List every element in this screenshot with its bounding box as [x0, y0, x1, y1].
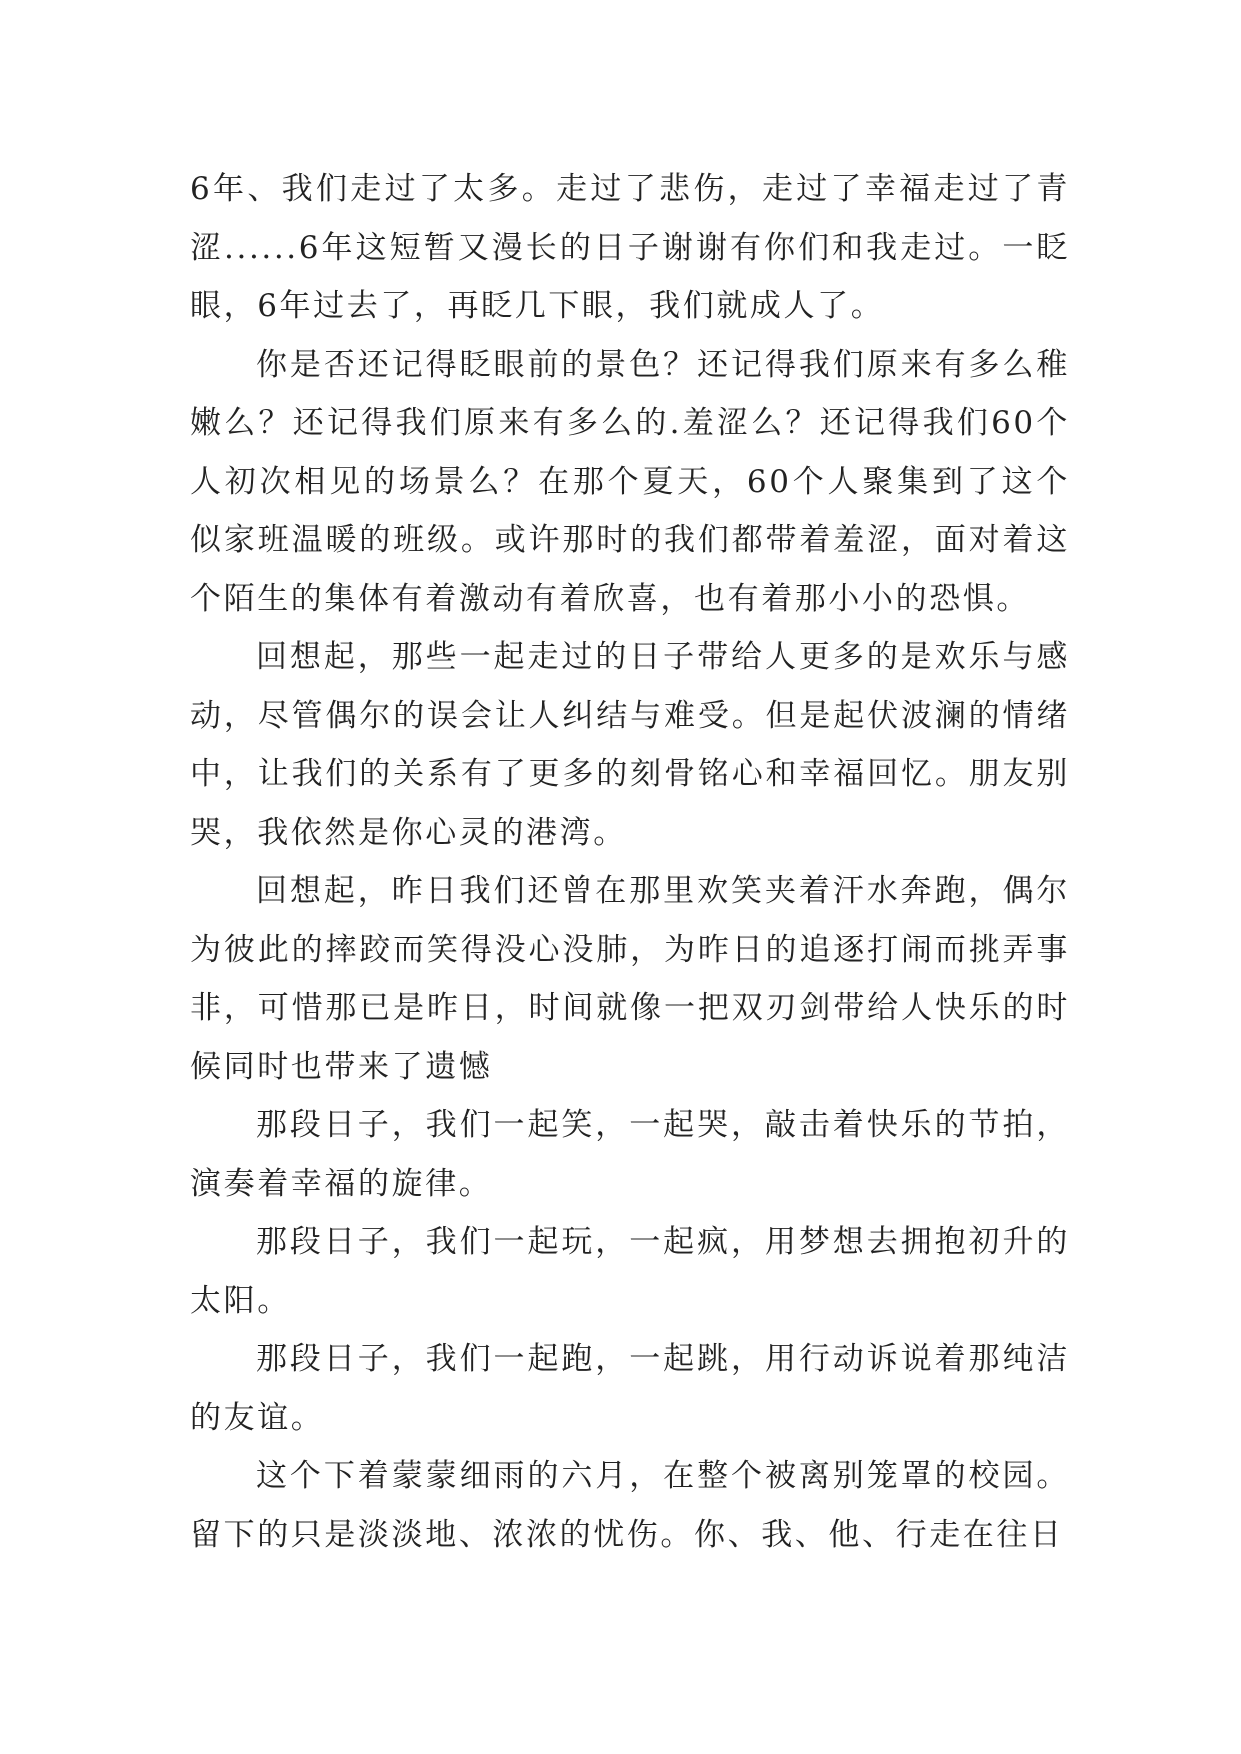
- paragraph-4: 回想起，昨日我们还曾在那里欢笑夹着汗水奔跑，偶尔为彼此的摔跤而笑得没心没肺，为昨日的追逐打闹而挑弄事非，可惜那已是昨日，时间就像一把双刃剑带给人快乐的时候同时也带来了遗憾: [190, 873, 1070, 1085]
- paragraph-7: 那段日子，我们一起跑，一起跳，用行动诉说着那纯洁的友谊。: [190, 1341, 1070, 1436]
- paragraph-1: 6年、我们走过了太多。走过了悲伤，走过了幸福走过了青涩......6年这短暂又漫长的日子谢谢有你们和我走过。一眨眼，6年过去了，再眨几下眼，我们就成人了。: [190, 171, 1070, 324]
- paragraph-8: 这个下着蒙蒙细雨的六月，在整个被离别笼罩的校园。留下的只是淡淡地、浓浓的忧伤。你、我、他、行走在往日: [190, 1458, 1070, 1553]
- paragraph-6: 那段日子，我们一起玩，一起疯，用梦想去拥抱初升的太阳。: [190, 1224, 1070, 1319]
- paragraph-2: 你是否还记得眨眼前的景色？还记得我们原来有多么稚嫩么？还记得我们原来有多么的.羞涩么？还记得我们60个人初次相见的场景么？在那个夏天，60个人聚集到了这个似家班温暖的班级。或许那时的我们都带着羞涩，面对着这个陌生的集体有着激动有着欣喜，也有着那小小的恐惧。: [190, 346, 1070, 617]
- paragraph-3: 回想起，那些一起走过的日子带给人更多的是欢乐与感动，尽管偶尔的误会让人纠结与难受。但是起伏波澜的情绪中，让我们的关系有了更多的刻骨铭心和幸福回忆。朋友别哭，我依然是你心灵的港湾。: [190, 639, 1070, 851]
- paragraph-5: 那段日子，我们一起笑，一起哭，敲击着快乐的节拍，演奏着幸福的旋律。: [190, 1107, 1070, 1202]
- document-body: [190, 160, 1070, 1564]
